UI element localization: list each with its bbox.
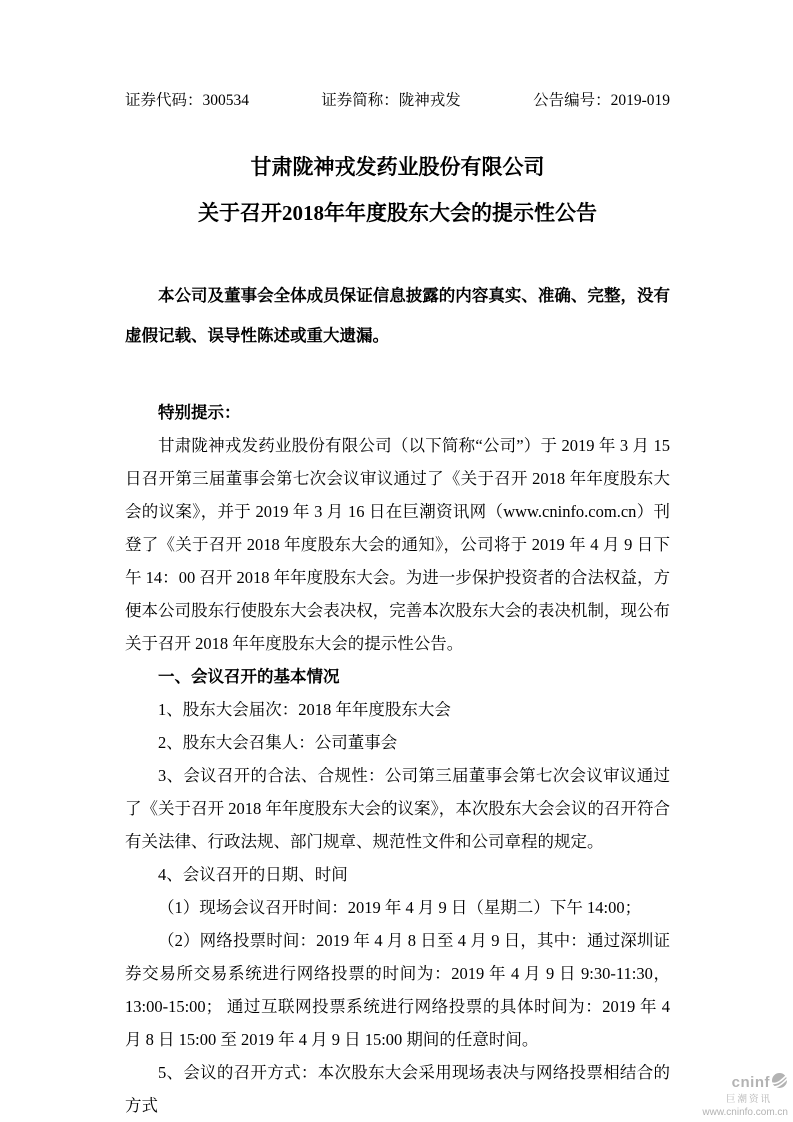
list-item: （1）现场会议召开时间：2019 年 4 月 9 日（星期二）下午 14:00；: [158, 898, 642, 917]
cninfo-logo-url: www.cninfo.com.cn: [702, 1106, 788, 1118]
security-code-label: 证券代码：300534: [125, 92, 250, 109]
section-1-heading: 一、会议召开的基本情况: [158, 667, 340, 686]
special-notice-heading: 特别提示：: [158, 403, 241, 422]
cninfo-logo: [702, 1072, 788, 1118]
list-item: 2、股东大会召集人：公司董事会: [158, 733, 398, 752]
document-title: [125, 144, 670, 236]
document-title-line2: 关于召开2018年年度股东大会的提示性公告: [198, 201, 597, 225]
security-name-label: 证券简称：陇神戎发: [321, 92, 461, 109]
list-item: （2）网络投票时间：2019 年 4 月 8 日至 4 月 9 日，其中：通过深圳证券交易所交易系统进行网络投票的时间为：2019 年 4 月 9 日 9:30-11:30，13:00-15:00； 通过互联网投票系统进行网络投票的具体时间为：2019 年 4 月 8 日 15:00 至 2019 年 4 月 9 日 15:00 期间的任意时间。: [125, 931, 670, 1049]
document-body: [125, 429, 670, 1122]
list-item: 3、会议召开的合法、合规性：公司第三届董事会第七次会议审议通过了《关于召开 2018 年年度股东大会的议案》，本次股东大会会议的召开符合有关法律、行政法规、部门规章、规范性文件和公司章程的规定。: [125, 766, 670, 851]
cninfo-logo-wordmark: [702, 1072, 788, 1093]
list-item: 4、会议召开的日期、时间: [158, 865, 348, 884]
cninfo-logo-text: cninf: [731, 1074, 770, 1092]
list-item: 1、股东大会届次：2018 年年度股东大会: [158, 700, 451, 719]
intro-paragraph: 甘肃陇神戎发药业股份有限公司（以下简称“公司”）于 2019 年 3 月 15 日召开第三届董事会第七次会议审议通过了《关于召开 2018 年年度股东大会的议案》，并于 2019 年 3 月 16 日在巨潮资讯网（www.cninfo.com.cn）刊登了《关于召开 2018 年度股东大会的通知》，公司将于 2019 年 4 月 9 日下午 14：00 召开 2018 年年度股东大会。为进一步保护投资者的合法权益，方便本公司股东行使股东大会表决权，完善本次股东大会的表决机制，现公布关于召开 2018 年年度股东大会的提示性公告。: [125, 436, 670, 653]
disclaimer-paragraph: 本公司及董事会全体成员保证信息披露的内容真实、准确、完整，没有虚假记载、误导性陈述或重大遗漏。: [125, 286, 670, 345]
announcement-number-label: 公告编号：2019-019: [533, 92, 670, 109]
document-header-row: [125, 90, 670, 112]
cninfo-logo-subtext: 巨潮资讯: [725, 1093, 772, 1105]
list-item: 5、会议的召开方式：本次股东大会采用现场表决与网络投票相结合的方式: [125, 1063, 670, 1115]
cninfo-swirl-icon: [771, 1072, 788, 1093]
document-content: [125, 0, 670, 1122]
document-title-line1: 甘肃陇神戎发药业股份有限公司: [250, 155, 545, 179]
